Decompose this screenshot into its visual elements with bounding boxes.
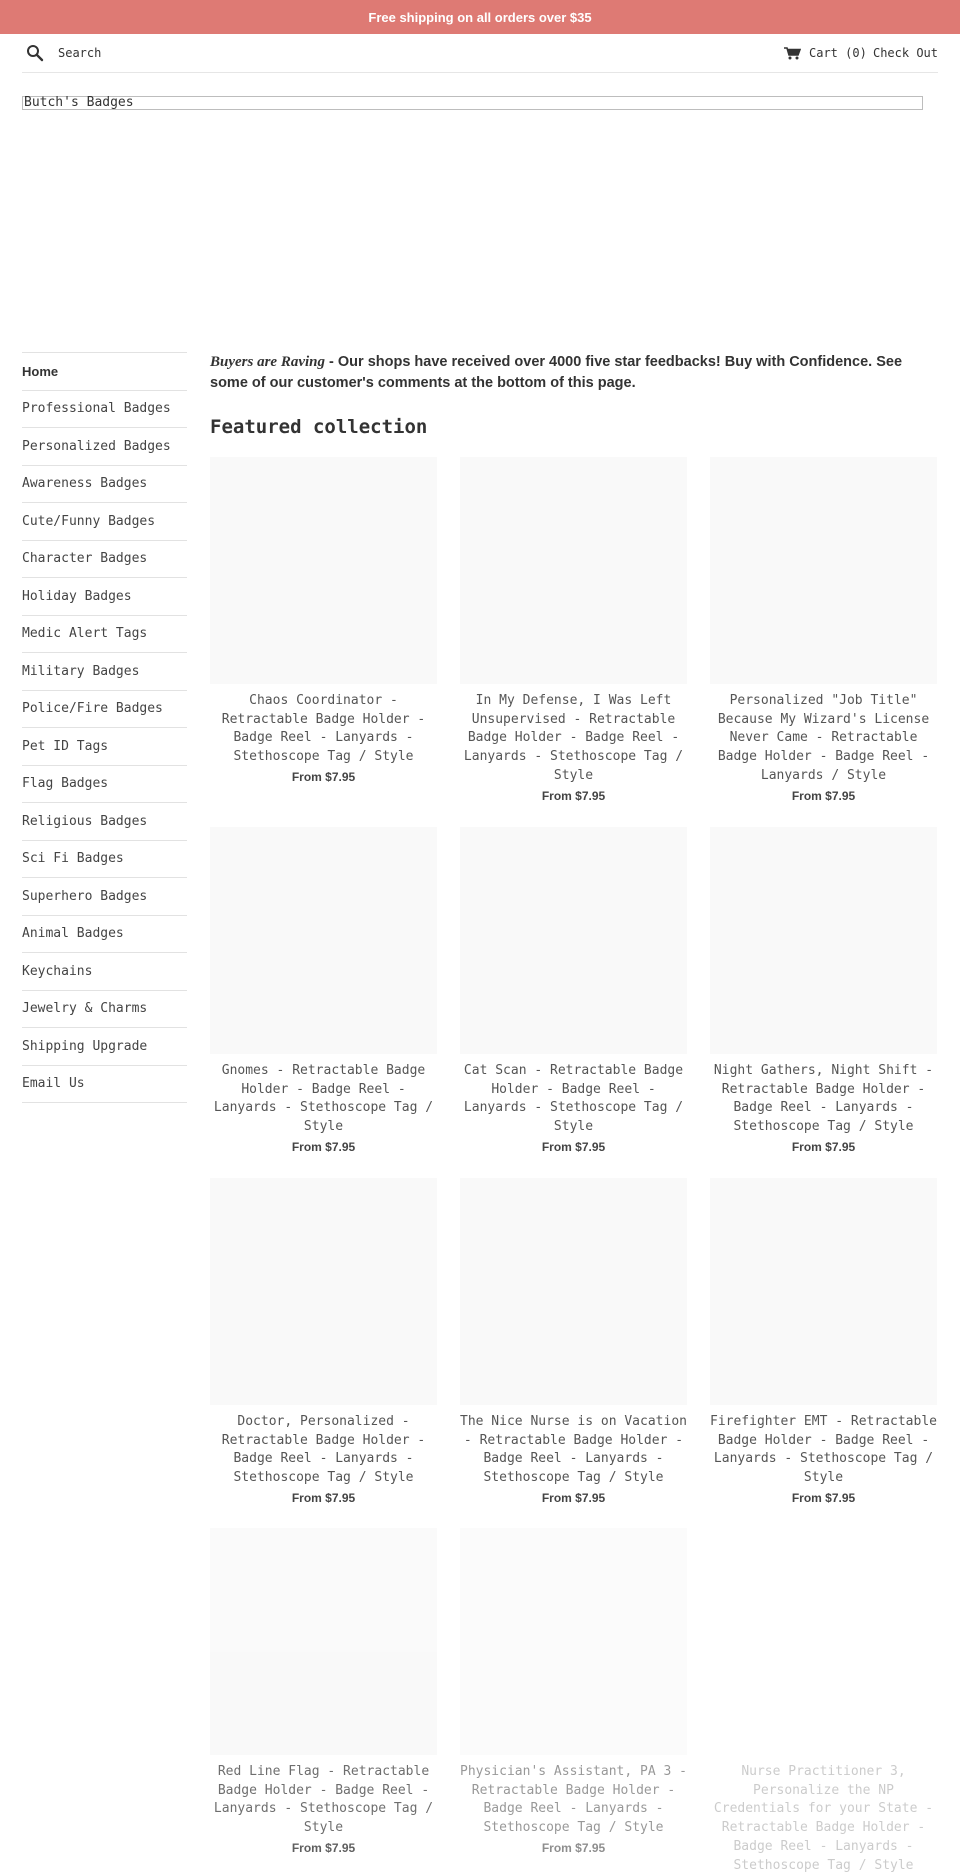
sidebar-item-label: Character Badges — [22, 551, 148, 567]
product-title[interactable]: Doctor, Personalized - Retractable Badge Holder - Badge Reel - Lanyards - Stethoscope Tag / Style — [221, 1414, 426, 1486]
product-title[interactable]: Gnomes - Retractable Badge Holder - Badge Reel - Lanyards - Stethoscope Tag / Style — [213, 1063, 434, 1135]
product-title[interactable]: Physician's Assistant, PA 3 - Retractable Badge Holder - Badge Reel - Lanyards - Stethoscope Tag / Style — [460, 1764, 687, 1836]
product-card[interactable] — [710, 457, 937, 803]
product-card[interactable] — [710, 827, 937, 1154]
product-price: From $7.95 — [791, 1139, 856, 1154]
sidebar-item-label: Cute/Funny Badges — [22, 513, 156, 529]
product-card[interactable] — [210, 1178, 437, 1505]
sidebar-item-label: Personalized Badges — [22, 438, 171, 454]
sidebar-item-label: Religious Badges — [22, 813, 148, 829]
product-image[interactable] — [460, 1178, 687, 1405]
sidebar-item-home[interactable] — [22, 353, 187, 391]
sidebar-item-label: Home — [22, 363, 59, 379]
sidebar-item-shipping-upgrade[interactable] — [22, 1028, 187, 1066]
product-price: From $7.95 — [791, 1490, 856, 1505]
product-image[interactable] — [210, 457, 437, 684]
sidebar-item-awareness-badges[interactable] — [22, 466, 187, 504]
product-title[interactable]: The Nice Nurse is on Vacation - Retractable Badge Holder - Badge Reel - Lanyards - Stethoscope Tag / Style — [460, 1414, 687, 1486]
sidebar-item-label: Flag Badges — [22, 776, 109, 792]
announcement-text: Free shipping on all orders over $35 — [368, 9, 592, 25]
sidebar-item-label: Keychains — [22, 963, 93, 979]
sidebar-item-holiday-badges[interactable] — [22, 578, 187, 616]
product-price: From $7.95 — [541, 1840, 606, 1855]
sidebar-item-label: Jewelry & Charms — [22, 1001, 148, 1017]
sidebar-item-label: Awareness Badges — [22, 476, 148, 492]
sidebar-item-professional-badges[interactable] — [22, 391, 187, 429]
product-card[interactable] — [710, 1528, 937, 1875]
sidebar-item-label: Superhero Badges — [22, 888, 148, 904]
sidebar-item-religious-badges[interactable] — [22, 803, 187, 841]
sidebar-item-animal-badges[interactable] — [22, 916, 187, 954]
product-image[interactable] — [710, 827, 937, 1054]
product-title[interactable]: Red Line Flag - Retractable Badge Holder - Badge Reel - Lanyards - Stethoscope Tag / Style — [213, 1764, 434, 1836]
logo-text: Butch's Badges — [24, 95, 134, 110]
product-title[interactable]: Chaos Coordinator - Retractable Badge Holder - Badge Reel - Lanyards - Stethoscope Tag / Style — [221, 693, 426, 765]
product-price: From $7.95 — [291, 769, 356, 784]
intro-body: - Our shops have received over 4000 five star feedbacks! Buy with Confidence. See some of our customer's comments at the bottom of this page. — [210, 354, 903, 391]
featured-collection-title: Featured collection — [210, 416, 428, 438]
product-price: From $7.95 — [291, 1840, 356, 1855]
product-image[interactable] — [460, 457, 687, 684]
product-card[interactable] — [210, 827, 437, 1154]
sidebar-item-police-fire-badges[interactable] — [22, 691, 187, 729]
product-price: From $7.95 — [541, 1490, 606, 1505]
sidebar-item-label: Medic Alert Tags — [22, 626, 148, 642]
product-image[interactable] — [210, 827, 437, 1054]
sidebar-item-label: Holiday Badges — [22, 588, 132, 604]
product-price: From $7.95 — [541, 1139, 606, 1154]
sidebar-item-label: Email Us — [22, 1076, 85, 1092]
sidebar-item-label: Military Badges — [22, 663, 140, 679]
product-image[interactable] — [710, 457, 937, 684]
product-image[interactable] — [460, 827, 687, 1054]
sidebar-nav — [22, 352, 187, 1103]
product-image[interactable] — [710, 1178, 937, 1405]
sidebar-item-jewelry-charms[interactable] — [22, 991, 187, 1029]
product-image[interactable] — [710, 1528, 937, 1755]
sidebar-item-sci-fi-badges[interactable] — [22, 841, 187, 879]
product-card[interactable] — [210, 1528, 437, 1855]
sidebar-item-medic-alert-tags[interactable] — [22, 616, 187, 654]
product-title[interactable]: In My Defense, I Was Left Unsupervised - Retractable Badge Holder - Badge Reel - Lanyards - Stethoscope Tag / Style — [463, 693, 684, 783]
sidebar-item-label: Shipping Upgrade — [22, 1038, 148, 1054]
sidebar-item-label: Pet ID Tags — [22, 738, 109, 754]
product-card[interactable] — [460, 1178, 687, 1505]
product-price: From $7.95 — [541, 788, 606, 803]
sidebar-item-pet-id-tags[interactable] — [22, 728, 187, 766]
sidebar-item-label: Sci Fi Badges — [22, 851, 124, 867]
product-card[interactable] — [460, 827, 687, 1154]
sidebar-item-superhero-badges[interactable] — [22, 878, 187, 916]
product-title[interactable]: Firefighter EMT - Retractable Badge Holder - Badge Reel - Lanyards - Stethoscope Tag / Style — [710, 1414, 937, 1486]
sidebar-item-label: Police/Fire Badges — [22, 701, 163, 717]
checkout-link[interactable]: Check Out — [872, 46, 938, 60]
intro-emphasis: Buyers are Raving — [210, 354, 326, 370]
cart-label: Cart (0) — [809, 46, 867, 60]
product-card[interactable] — [710, 1178, 937, 1505]
product-price: From $7.95 — [791, 788, 856, 803]
product-price: From $7.95 — [291, 1490, 356, 1505]
sidebar-item-personalized-badges[interactable] — [22, 428, 187, 466]
sidebar-item-cute-funny-badges[interactable] — [22, 503, 187, 541]
product-image[interactable] — [460, 1528, 687, 1755]
product-card[interactable] — [210, 457, 437, 784]
product-price: From $7.95 — [291, 1139, 356, 1154]
product-title[interactable]: Nurse Practitioner 3, Personalize the NP Credentials for your State - Retractable Badge Holder - Badge Reel - Lanyards - Stethoscope Tag / Style — [713, 1764, 934, 1873]
sidebar-item-label: Professional Badges — [22, 401, 171, 417]
sidebar-item-label: Animal Badges — [22, 926, 124, 942]
product-image[interactable] — [210, 1178, 437, 1405]
search-icon[interactable] — [26, 44, 44, 62]
product-title[interactable]: Cat Scan - Retractable Badge Holder - Badge Reel - Lanyards - Stethoscope Tag / Style — [463, 1063, 684, 1135]
product-image[interactable] — [210, 1528, 437, 1755]
sidebar-item-email-us[interactable] — [22, 1066, 187, 1104]
product-title[interactable]: Night Gathers, Night Shift - Retractable Badge Holder - Badge Reel - Lanyards - Stethoscope Tag / Style — [713, 1063, 934, 1135]
sidebar-item-flag-badges[interactable] — [22, 766, 187, 804]
sidebar-item-keychains[interactable] — [22, 953, 187, 991]
product-card[interactable] — [460, 1528, 687, 1855]
product-title[interactable]: Personalized "Job Title" Because My Wizard's License Never Came - Retractable Badge Holder - Badge Reel - Lanyards / Style — [717, 693, 930, 783]
product-card[interactable] — [460, 457, 687, 803]
sidebar-item-military-badges[interactable] — [22, 653, 187, 691]
sidebar-item-character-badges[interactable] — [22, 541, 187, 579]
product-grid — [210, 0, 938, 1875]
